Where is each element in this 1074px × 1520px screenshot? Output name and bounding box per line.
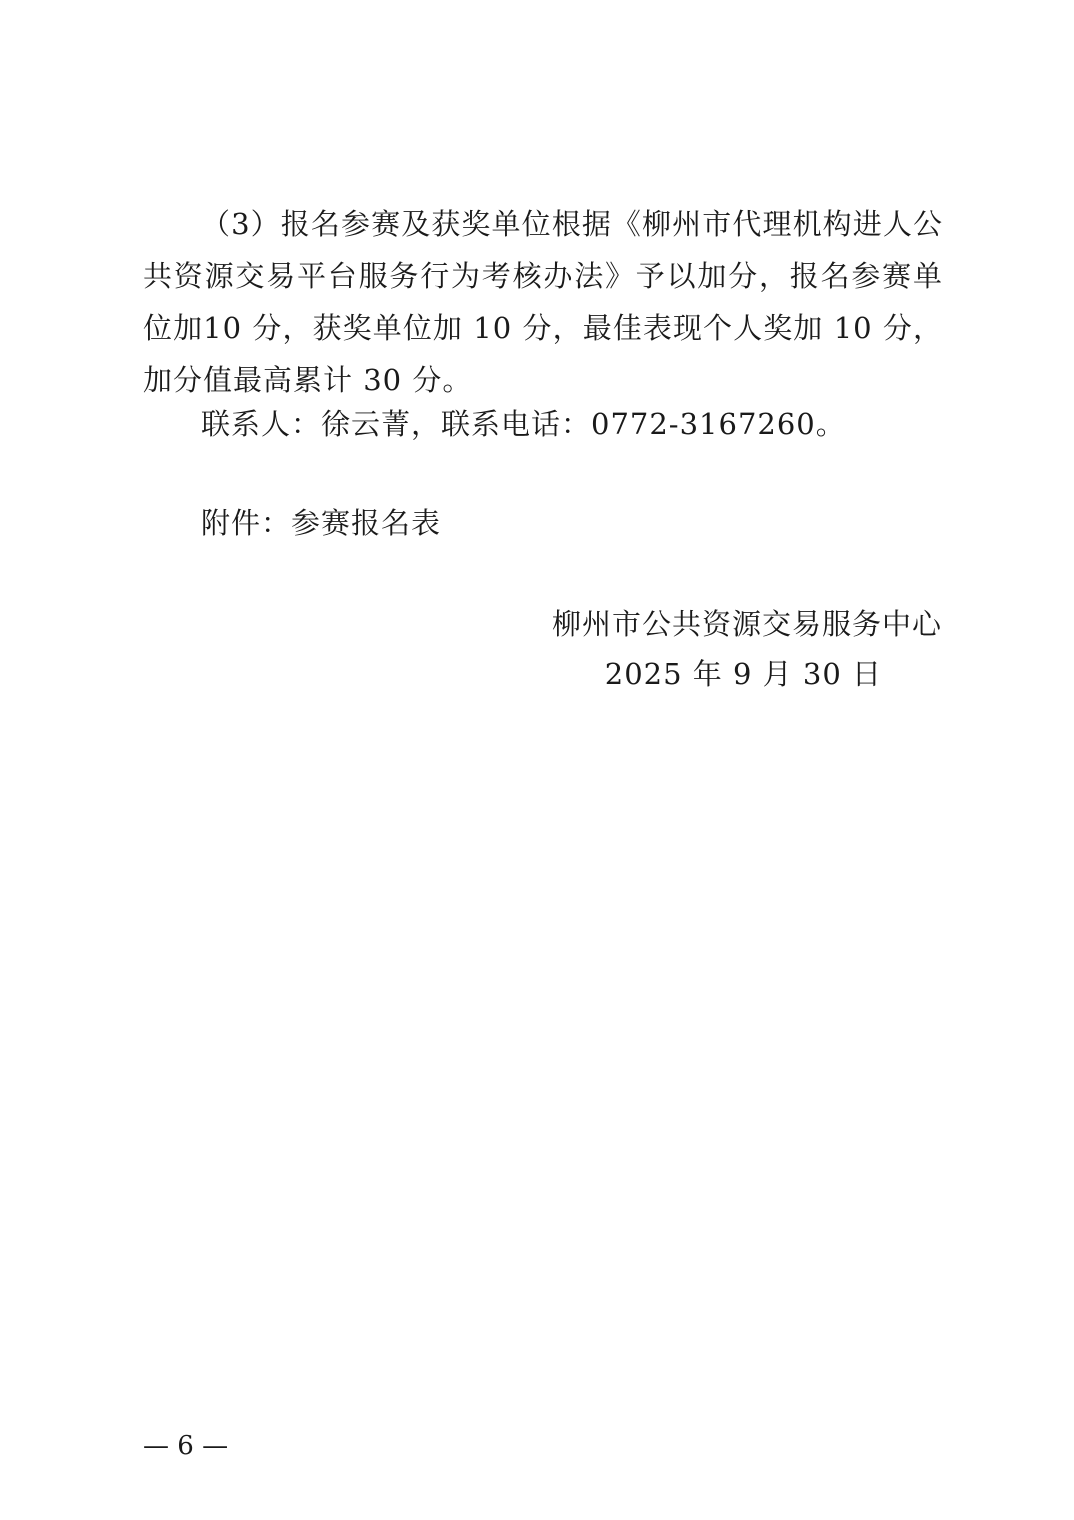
paragraph-3: （3）报名参赛及获奖单位根据《柳州市代理机构进人公共资源交易平台服务行为考核办法》予以加分，报名参赛单位加10 分，获奖单位加 10 分，最佳表现个人奖加 10 分，加分值最高累计 30 分。 <box>143 207 943 397</box>
signature-organization: 柳州市公共资源交易服务中心 <box>551 607 942 641</box>
signature-date: 2025 年 9 月 30 日 <box>604 657 882 691</box>
body-text <box>143 198 943 406</box>
contact-line: 联系人：徐云菁，联系电话：0772-3167260。 <box>201 407 846 441</box>
page-number: — 6 — <box>143 1431 229 1461</box>
attachment-line: 附件：参赛报名表 <box>201 506 442 540</box>
